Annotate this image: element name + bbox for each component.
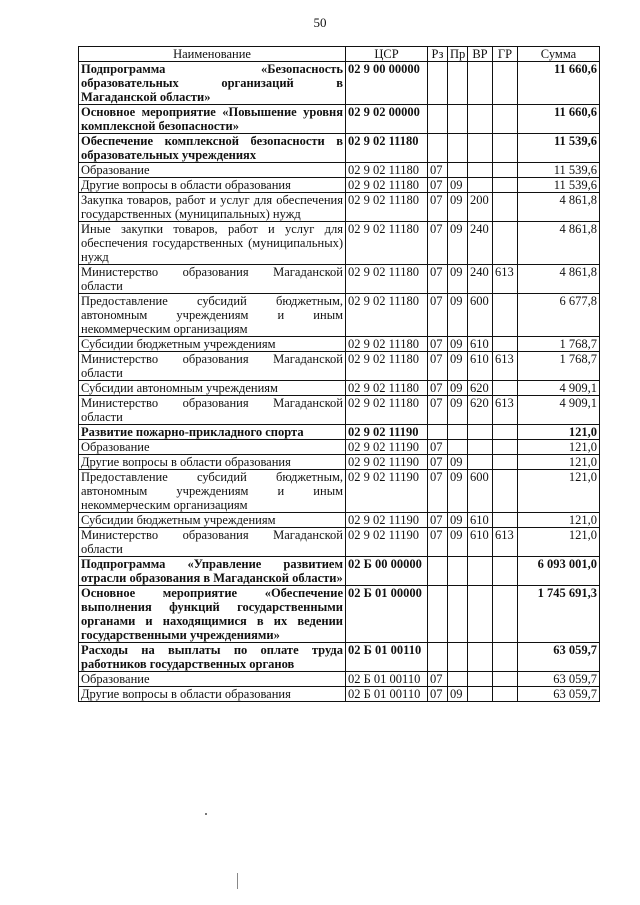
cell-gr: [493, 222, 518, 265]
cell-rz: 07: [428, 381, 448, 396]
page-number: 50: [313, 15, 327, 30]
table-row: [79, 440, 600, 455]
cell-pr: 09: [448, 396, 468, 425]
cell-csr: 02 9 02 11180: [346, 163, 428, 178]
cell-sum: 63 059,7: [518, 672, 600, 687]
table-row: [79, 513, 600, 528]
header-vr: ВР: [468, 47, 493, 62]
table-row: [79, 470, 600, 513]
cell-gr: [493, 672, 518, 687]
cell-gr: [493, 134, 518, 163]
cell-pr: 09: [448, 470, 468, 513]
cell-sum: 63 059,7: [518, 643, 600, 672]
cell-sum: 6 677,8: [518, 294, 600, 337]
cell-rz: 07: [428, 513, 448, 528]
cell-name: Образование: [79, 672, 346, 687]
cell-sum: 1 745 691,3: [518, 586, 600, 643]
table-row: [79, 222, 600, 265]
cell-csr: 02 9 02 11180: [346, 337, 428, 352]
cell-name: Закупка товаров, работ и услуг для обеспечения государственных (муниципальных) нужд: [79, 193, 346, 222]
table-row: [79, 425, 600, 440]
cell-vr: 610: [468, 528, 493, 557]
cell-vr: 240: [468, 265, 493, 294]
table-row: [79, 105, 600, 134]
cell-csr: 02 Б 01 00110: [346, 672, 428, 687]
table-row: [79, 163, 600, 178]
cell-pr: 09: [448, 193, 468, 222]
budget-table: [78, 46, 600, 702]
cell-gr: [493, 586, 518, 643]
cell-pr: [448, 672, 468, 687]
cell-sum: 121,0: [518, 513, 600, 528]
cell-csr: 02 9 02 11190: [346, 470, 428, 513]
header-sum: Сумма: [518, 47, 600, 62]
cell-gr: [493, 440, 518, 455]
cell-sum: 121,0: [518, 528, 600, 557]
cell-gr: [493, 381, 518, 396]
cell-pr: 09: [448, 337, 468, 352]
cell-sum: 1 768,7: [518, 337, 600, 352]
cell-name: Основное мероприятие «Повышение уровня комплексной безопасности»: [79, 105, 346, 134]
cell-csr: 02 9 02 11180: [346, 396, 428, 425]
cell-rz: [428, 557, 448, 586]
cell-vr: 610: [468, 513, 493, 528]
table-row: [79, 337, 600, 352]
cell-name: Министерство образования Магаданской области: [79, 396, 346, 425]
table-row: [79, 455, 600, 470]
cell-rz: [428, 425, 448, 440]
cell-gr: 613: [493, 396, 518, 425]
cell-rz: 07: [428, 528, 448, 557]
cell-csr: 02 9 02 11190: [346, 455, 428, 470]
cell-vr: [468, 557, 493, 586]
cell-name: Предоставление субсидий бюджетным, автономным учреждениям и иным некоммерческим организациям: [79, 294, 346, 337]
cell-rz: 07: [428, 265, 448, 294]
table-row: [79, 62, 600, 105]
cell-sum: 4 909,1: [518, 381, 600, 396]
cell-rz: 07: [428, 470, 448, 513]
cell-gr: [493, 337, 518, 352]
cell-pr: 09: [448, 294, 468, 337]
cell-vr: [468, 425, 493, 440]
cell-sum: 6 093 001,0: [518, 557, 600, 586]
cell-name: Субсидии бюджетным учреждениям: [79, 337, 346, 352]
cell-vr: 620: [468, 381, 493, 396]
cell-pr: [448, 643, 468, 672]
cell-vr: 200: [468, 193, 493, 222]
cell-gr: [493, 178, 518, 193]
cell-name: Министерство образования Магаданской области: [79, 352, 346, 381]
cell-vr: [468, 586, 493, 643]
cell-gr: 613: [493, 352, 518, 381]
cell-csr: 02 9 02 11180: [346, 222, 428, 265]
cell-vr: [468, 687, 493, 702]
cell-csr: 02 Б 01 00110: [346, 687, 428, 702]
cell-pr: 09: [448, 178, 468, 193]
cell-pr: 09: [448, 352, 468, 381]
cell-csr: 02 9 02 11180: [346, 381, 428, 396]
cell-sum: 11 539,6: [518, 178, 600, 193]
table-row: [79, 381, 600, 396]
cell-vr: 610: [468, 337, 493, 352]
cell-csr: 02 9 02 11190: [346, 425, 428, 440]
cell-rz: [428, 105, 448, 134]
cell-vr: 620: [468, 396, 493, 425]
cell-vr: [468, 672, 493, 687]
cell-name: Основное мероприятие «Обеспечение выполнения функций государственными органами и находящимися в их ведении государственными учреждениями»: [79, 586, 346, 643]
header-rz: Рз: [428, 47, 448, 62]
cell-rz: 07: [428, 455, 448, 470]
cell-csr: 02 9 02 11190: [346, 528, 428, 557]
cell-gr: [493, 62, 518, 105]
scan-speck: [205, 813, 207, 815]
cell-pr: 09: [448, 687, 468, 702]
table-row: [79, 396, 600, 425]
cell-rz: 07: [428, 440, 448, 455]
table-row: [79, 352, 600, 381]
cell-pr: 09: [448, 222, 468, 265]
cell-csr: 02 9 02 11180: [346, 265, 428, 294]
cell-csr: 02 9 02 11180: [346, 193, 428, 222]
cell-name: Образование: [79, 163, 346, 178]
cell-csr: 02 9 00 00000: [346, 62, 428, 105]
cell-csr: 02 Б 01 00000: [346, 586, 428, 643]
cell-pr: [448, 586, 468, 643]
cell-name: Другие вопросы в области образования: [79, 687, 346, 702]
cell-pr: [448, 134, 468, 163]
table-row: [79, 586, 600, 643]
cell-sum: 4 861,8: [518, 222, 600, 265]
cell-rz: 07: [428, 294, 448, 337]
cell-sum: 121,0: [518, 440, 600, 455]
cell-vr: 610: [468, 352, 493, 381]
table-row: [79, 265, 600, 294]
cell-name: Другие вопросы в области образования: [79, 455, 346, 470]
cell-name: Подпрограмма «Безопасность образовательных организаций в Магаданской области»: [79, 62, 346, 105]
table-row: [79, 528, 600, 557]
cell-name: Предоставление субсидий бюджетным, автономным учреждениям и иным некоммерческим организациям: [79, 470, 346, 513]
header-gr: ГР: [493, 47, 518, 62]
cell-rz: 07: [428, 222, 448, 265]
cell-csr: 02 Б 00 00000: [346, 557, 428, 586]
cell-csr: 02 9 02 11180: [346, 352, 428, 381]
cell-gr: [493, 470, 518, 513]
cell-name: Субсидии бюджетным учреждениям: [79, 513, 346, 528]
cell-name: Министерство образования Магаданской области: [79, 265, 346, 294]
cell-name: Министерство образования Магаданской области: [79, 528, 346, 557]
cell-pr: 09: [448, 381, 468, 396]
cell-name: Расходы на выплаты по оплате труда работников государственных органов: [79, 643, 346, 672]
cell-sum: 121,0: [518, 470, 600, 513]
cell-vr: [468, 440, 493, 455]
cell-sum: 11 660,6: [518, 62, 600, 105]
cell-sum: 63 059,7: [518, 687, 600, 702]
cell-csr: 02 9 02 11180: [346, 178, 428, 193]
cell-gr: [493, 425, 518, 440]
cell-rz: 07: [428, 193, 448, 222]
cell-vr: [468, 62, 493, 105]
cell-pr: [448, 105, 468, 134]
cell-rz: [428, 134, 448, 163]
table-row: [79, 687, 600, 702]
cell-gr: 613: [493, 528, 518, 557]
cell-vr: 600: [468, 470, 493, 513]
cell-name: Подпрограмма «Управление развитием отрасли образования в Магаданской области»: [79, 557, 346, 586]
cell-gr: [493, 294, 518, 337]
cell-name: Развитие пожарно-прикладного спорта: [79, 425, 346, 440]
cell-gr: [493, 643, 518, 672]
cell-sum: 11 539,6: [518, 134, 600, 163]
table-header-row: [79, 47, 600, 62]
cell-vr: [468, 105, 493, 134]
header-name: Наименование: [79, 47, 346, 62]
scan-mark: [237, 873, 238, 889]
header-csr: ЦСР: [346, 47, 428, 62]
cell-pr: [448, 62, 468, 105]
cell-pr: [448, 440, 468, 455]
table-row: [79, 643, 600, 672]
cell-csr: 02 9 02 11180: [346, 294, 428, 337]
cell-vr: [468, 455, 493, 470]
cell-gr: 613: [493, 265, 518, 294]
cell-pr: [448, 425, 468, 440]
cell-gr: [493, 105, 518, 134]
cell-vr: [468, 134, 493, 163]
header-pr: Пр: [448, 47, 468, 62]
cell-rz: 07: [428, 396, 448, 425]
table-row: [79, 193, 600, 222]
cell-csr: 02 Б 01 00110: [346, 643, 428, 672]
cell-gr: [493, 557, 518, 586]
cell-pr: 09: [448, 528, 468, 557]
cell-csr: 02 9 02 11190: [346, 513, 428, 528]
cell-csr: 02 9 02 11180: [346, 134, 428, 163]
cell-sum: 4 861,8: [518, 193, 600, 222]
cell-sum: 1 768,7: [518, 352, 600, 381]
cell-rz: 07: [428, 337, 448, 352]
cell-csr: 02 9 02 00000: [346, 105, 428, 134]
cell-rz: 07: [428, 178, 448, 193]
table-row: [79, 134, 600, 163]
cell-rz: [428, 643, 448, 672]
cell-rz: [428, 62, 448, 105]
cell-name: Образование: [79, 440, 346, 455]
cell-sum: 121,0: [518, 425, 600, 440]
cell-sum: 121,0: [518, 455, 600, 470]
cell-vr: [468, 643, 493, 672]
cell-gr: [493, 193, 518, 222]
cell-csr: 02 9 02 11190: [346, 440, 428, 455]
cell-gr: [493, 687, 518, 702]
cell-pr: 09: [448, 265, 468, 294]
cell-sum: 4 861,8: [518, 265, 600, 294]
cell-gr: [493, 513, 518, 528]
cell-vr: 240: [468, 222, 493, 265]
cell-rz: [428, 586, 448, 643]
cell-sum: 11 539,6: [518, 163, 600, 178]
cell-pr: 09: [448, 513, 468, 528]
cell-pr: [448, 557, 468, 586]
cell-vr: [468, 178, 493, 193]
cell-pr: [448, 163, 468, 178]
cell-name: Иные закупки товаров, работ и услуг для обеспечения государственных (муниципальных) нужд: [79, 222, 346, 265]
cell-vr: 600: [468, 294, 493, 337]
cell-rz: 07: [428, 672, 448, 687]
cell-name: Другие вопросы в области образования: [79, 178, 346, 193]
cell-gr: [493, 455, 518, 470]
cell-name: Обеспечение комплексной безопасности в образовательных учреждениях: [79, 134, 346, 163]
table-row: [79, 294, 600, 337]
cell-rz: 07: [428, 163, 448, 178]
cell-pr: 09: [448, 455, 468, 470]
cell-gr: [493, 163, 518, 178]
table-row: [79, 672, 600, 687]
table-row: [79, 178, 600, 193]
cell-name: Субсидии автономным учреждениям: [79, 381, 346, 396]
cell-rz: 07: [428, 687, 448, 702]
cell-sum: 4 909,1: [518, 396, 600, 425]
table-row: [79, 557, 600, 586]
cell-sum: 11 660,6: [518, 105, 600, 134]
cell-vr: [468, 163, 493, 178]
cell-rz: 07: [428, 352, 448, 381]
